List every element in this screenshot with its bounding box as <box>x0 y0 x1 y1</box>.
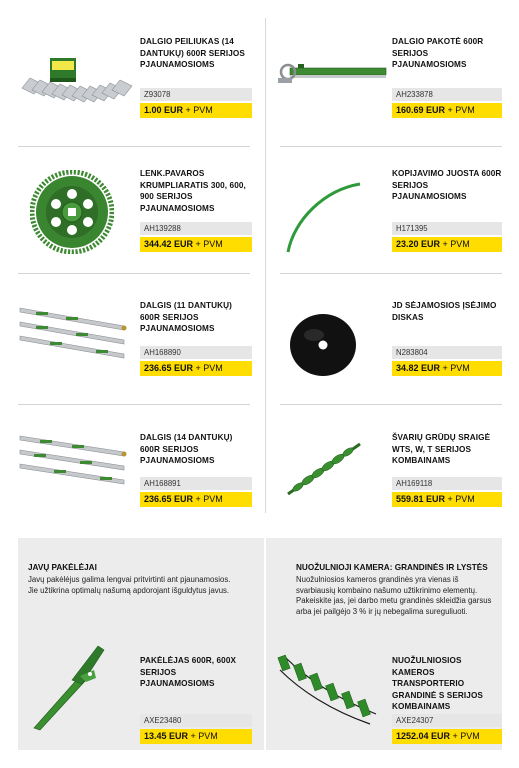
price-value: 13.45 EUR <box>144 731 189 741</box>
feeder-chain-image <box>276 648 384 731</box>
product-code: AH233878 <box>392 88 502 101</box>
product-price <box>140 492 252 507</box>
product-code: AXE24307 <box>392 714 502 727</box>
vat-label: + PVM <box>450 731 480 741</box>
product-price <box>140 729 252 744</box>
product-title: LENK.PAVAROS KRUMPLIARATIS 300, 600, 900 SERIJOS PJAUNAMOSIOMS <box>140 169 246 213</box>
section-text: Javų pakėlėjus galima lengvai pritvirtinti ant pjaunamosios. Jie užtikrina optimalų našumą apdorojant išguldytus javus. <box>28 575 231 595</box>
vat-label: + PVM <box>193 494 223 504</box>
row-divider <box>18 273 250 274</box>
product-title: PAKĖLĖJAS 600R, 600X SERIJOS PJAUNAMOSIOMS <box>140 656 237 688</box>
product-price <box>140 361 252 376</box>
row-divider <box>280 404 502 405</box>
price-value: 559.81 EUR <box>396 494 446 504</box>
price-value: 344.42 EUR <box>144 239 194 249</box>
product-price <box>392 103 502 118</box>
row-divider <box>280 273 502 274</box>
product-code: AH168891 <box>140 477 252 490</box>
price-value: 1.00 EUR <box>144 105 184 115</box>
vat-label: + PVM <box>188 731 218 741</box>
price-value: 23.20 EUR <box>396 239 441 249</box>
product-price <box>392 361 502 376</box>
price-value: 34.82 EUR <box>396 363 441 373</box>
product-code: AXE23480 <box>140 714 252 727</box>
product-code: AH168890 <box>140 346 252 359</box>
product-price <box>140 103 252 118</box>
product-title: JD SĖJAMOSIOS ĮSĖJIMO DISKAS <box>392 301 497 322</box>
product-price <box>392 492 502 507</box>
product-price <box>392 729 502 744</box>
sprocket-image <box>30 170 114 259</box>
vat-label: + PVM <box>445 105 475 115</box>
product-code: Z93078 <box>140 88 252 101</box>
product-code: H171395 <box>392 222 502 235</box>
price-value: 236.65 EUR <box>144 363 194 373</box>
section-title: NUOŽULNIOJI KAMERA: GRANDINĖS IR LYSTĖS <box>296 563 488 572</box>
product-code: N283804 <box>392 346 502 359</box>
product-title: NUOŽULNIOSIOS KAMEROS TRANSPORTERIO GRANDINĖ S SERIJOS KOMBAINAMS <box>392 656 483 711</box>
seed-disc-image <box>286 310 360 385</box>
vat-label: + PVM <box>193 363 223 373</box>
vat-label: + PVM <box>445 494 475 504</box>
product-code: AH139288 <box>140 222 252 235</box>
product-title: ŠVARIŲ GRŪDŲ SRAIGĖ WTS, W, T SERIJOS KOMBAINAMS <box>392 433 491 465</box>
knife-assembly-image <box>16 298 130 375</box>
product-code: AH169118 <box>392 477 502 490</box>
product-title: DALGIO PAKOTĖ 600R SERIJOS PJAUNAMOSIOMS <box>392 37 484 69</box>
row-divider <box>18 404 250 405</box>
product-title: DALGIS (14 DANTUKŲ) 600R SERIJOS PJAUNAMOSIOMS <box>140 433 233 465</box>
vat-label: + PVM <box>193 239 223 249</box>
price-value: 1252.04 EUR <box>396 731 451 741</box>
product-price <box>392 237 502 252</box>
vat-label: + PVM <box>440 363 470 373</box>
vat-label: + PVM <box>440 239 470 249</box>
price-value: 236.65 EUR <box>144 494 194 504</box>
knife-assembly-image <box>16 428 130 503</box>
knife-section-image <box>18 48 136 113</box>
price-value: 160.69 EUR <box>396 105 446 115</box>
knife-head-image <box>276 58 388 93</box>
product-title: DALGIS (11 DANTUKŲ) 600R SERIJOS PJAUNAMOSIOMS <box>140 301 232 333</box>
crop-lifter-image <box>28 640 112 737</box>
row-divider <box>280 146 502 147</box>
section-title: JAVŲ PAKĖLĖJAI <box>28 563 97 572</box>
product-title: KOPIJAVIMO JUOSTA 600R SERIJOS PJAUNAMOSIOMS <box>392 169 502 201</box>
row-divider <box>18 146 250 147</box>
product-title: DALGIO PEILIUKAS (14 DANTUKŲ) 600R SERIJOS PJAUNAMOSIOMS <box>140 37 245 69</box>
vat-label: + PVM <box>183 105 213 115</box>
section-text: Nuožulniosios kameros grandinės yra vienas iš svarbiausių kombaino našumo užtikrinimo elementų. Pakeiskite jas, jei darbo metu grandinės skleidžia garsus arba jei pailgėjo 3 % ir jų nebegalima sureguliuoti. <box>296 575 492 616</box>
column-divider <box>265 18 266 513</box>
skid-strip-image <box>284 180 364 261</box>
product-price <box>140 237 252 252</box>
auger-image <box>282 438 366 505</box>
